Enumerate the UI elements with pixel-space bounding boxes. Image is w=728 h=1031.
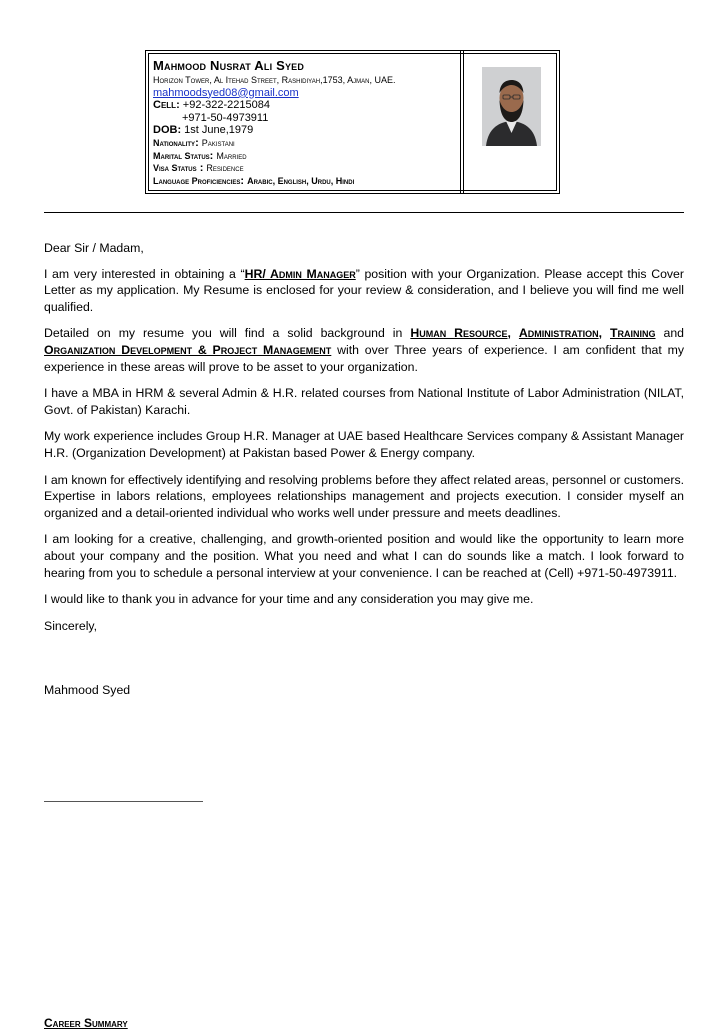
paragraph-1 xyxy=(44,266,684,316)
header-rule xyxy=(44,212,684,213)
marital-value: Married xyxy=(216,150,247,161)
paragraph-3: I have a MBA in HRM & several Admin & H.R. related courses from National Institute of Labor Administration (NILAT, Govt. of Pakistan) Karachi. xyxy=(44,386,684,417)
header-divider xyxy=(460,51,461,193)
paragraph-7: I would like to thank you in advance for your time and any consideration you may give me. xyxy=(44,592,534,607)
p1-text-b: ” position with your Organization. Please accept this Cover Letter as my application. My Resume is enclosed for your review & consideration, and I believe you will find me well qualified. xyxy=(44,266,684,314)
dob-label: DOB: xyxy=(153,124,182,137)
nationality-value: Pakistani xyxy=(201,137,235,148)
cell-label: Cell xyxy=(153,99,177,112)
paragraph-4: My work experience includes Group H.R. Manager at UAE based Healthcare Services company & Assistant Manager H.R. (Organization Development) at Pakistan based Power & Energy company. xyxy=(44,429,684,460)
profile-photo xyxy=(482,67,541,146)
paragraph-2: Detailed on my resume you will find a solid background in Human Resource, Administration, Training and Organization Development & Project Management with over Three years of experience. I am confident that my experience in these areas will prove to be asset to your organization. xyxy=(44,326,684,374)
contact-info xyxy=(153,57,458,187)
keyword-training: Training xyxy=(610,326,656,341)
paragraph-5: I am known for effectively identifying and resolving problems before they affect related areas, personnel or customers. Expertise in labors relations, employees relationships management and projects execution. I consider myself an organized and a detail-oriented individual who works well under pressure and meets deadlines. xyxy=(44,472,685,520)
closing: Sincerely, xyxy=(44,618,98,633)
keyword-hr: Human Resource xyxy=(410,326,508,341)
visa-value: Residence xyxy=(206,163,244,174)
p2-text-a: Detailed on my resume you will find a solid background in xyxy=(44,326,411,341)
visa-row: Visa Status : Residence xyxy=(153,162,244,175)
target-role: HR/ Admin Manager xyxy=(244,266,356,281)
dob-row xyxy=(153,124,458,137)
career-summary-heading: Career Summary xyxy=(44,1016,128,1030)
portrait-image xyxy=(482,67,541,146)
language-row: Language Proficiencies: Arabic, English, Urdu, Hindi xyxy=(153,174,355,187)
keyword-od-pm: Organization Development & Project Management xyxy=(44,342,332,357)
signature-name: Mahmood Syed xyxy=(44,683,131,698)
applicant-name: Mahmood Nusrat Ali Syed xyxy=(153,58,305,73)
cell-number-1: +92-322-2215084 xyxy=(182,99,270,112)
signature-rule xyxy=(44,801,203,802)
visa-label: Visa Status xyxy=(153,163,197,174)
cell-number-2: +971-50-4973911 xyxy=(182,111,269,124)
address: Horizon Tower, Al Itehad Street, Rashidiyah,1753, Ajman, UAE. xyxy=(153,75,396,85)
p2-text-b: with over Three years of experience. I am confident that my experience in these areas will prove to be asset to your organization. xyxy=(44,342,684,374)
p1-text-a: I am very interested in obtaining a “ xyxy=(44,266,245,281)
nationality-row: Nationality: Pakistani xyxy=(153,136,235,149)
nationality-label: Nationality xyxy=(153,137,196,148)
language-label: Language Proficiencies xyxy=(153,175,241,186)
header-divider-2 xyxy=(463,51,464,193)
dob-value: 1st June,1979 xyxy=(184,124,254,137)
language-value: Arabic, English, Urdu, Hindi xyxy=(247,175,355,186)
marital-label: Marital Status xyxy=(153,150,210,161)
paragraph-6: I am looking for a creative, challenging, and growth-oriented position and would like the opportunity to learn more about your company and the position. What you need and what I can do sounds like a match. I look forward to hearing from you to schedule a personal interview at your convenience. I can be reached at (Cell) +971-50-4973911. xyxy=(44,532,684,580)
email-link[interactable]: mahmoodsyed08@gmail.com xyxy=(153,86,299,99)
keyword-admin: Administration xyxy=(518,326,599,341)
contact-header xyxy=(145,50,560,194)
letter-body xyxy=(44,240,684,709)
salutation: Dear Sir / Madam, xyxy=(44,241,144,255)
marital-row: Marital Status: Married xyxy=(153,149,247,162)
cell-row: Cell: +92-322-2215084 xyxy=(153,99,270,112)
